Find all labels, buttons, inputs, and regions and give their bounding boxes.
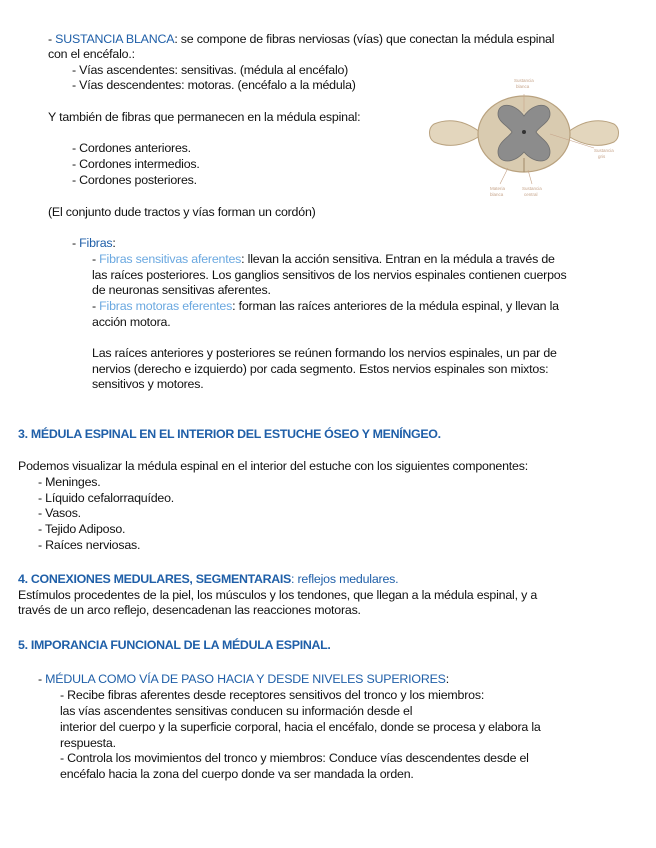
text-line: con el encéfalo.: xyxy=(48,47,135,61)
section-heading-5: 5. IMPORANCIA FUNCIONAL DE LA MÉDULA ESPINAL. xyxy=(18,638,331,652)
efferent-line: - Fibras motoras eferentes: forman las raíces anteriores de la médula espinal, y llevan la xyxy=(92,299,559,313)
list-item: - Tejido Adiposo. xyxy=(38,522,126,536)
label-bottom-right: Sustancia xyxy=(522,186,542,191)
label-bottom-right-2: central xyxy=(524,192,538,197)
list-item: - Vías ascendentes: sensitivas. (médula al encéfalo) xyxy=(72,63,349,77)
afferent-line: - Fibras sensitivas aferentes: llevan la acción sensitiva. Entran en la médula a través de xyxy=(92,252,555,266)
text-line: - Controla los movimientos del tronco y miembros: Conduce vías descendentes desde el xyxy=(60,751,529,765)
list-item: - Cordones anteriores. xyxy=(72,141,191,155)
fibers-heading: - Fibras: xyxy=(72,236,116,250)
list-item: - Raíces nerviosas. xyxy=(38,538,141,552)
efferent-term: Fibras motoras eferentes xyxy=(99,299,233,313)
text-line: interior del cuerpo y la superficie corporal, hacia el encéfalo, donde se procesa y elabora la xyxy=(60,720,541,734)
label-bottom-left: Materia xyxy=(490,186,506,191)
spinal-cord-illustration xyxy=(428,72,620,202)
label-right-2: gris xyxy=(598,154,606,159)
text-line: nervios (derecho e izquierdo) por cada segmento. Estos nervios espinales son mixtos: xyxy=(92,362,549,376)
section-heading-4: 4. CONEXIONES MEDULARES, SEGMENTARAIS: reflejos medulares. xyxy=(18,572,399,586)
list-item: - Cordones posteriores. xyxy=(72,173,197,187)
text-line: las raíces posteriores. Los ganglios sensitivos de los nervios espinales contienen cuerpos xyxy=(92,268,567,282)
text-line: sensitivos y motores. xyxy=(92,377,204,391)
afferent-term: Fibras sensitivas aferentes xyxy=(99,252,242,266)
white-matter-term: SUSTANCIA BLANCA xyxy=(55,32,175,46)
text-line: Estímulos procedentes de la piel, los músculos y los tendones, que llegan a la médula espinal, y a xyxy=(18,588,538,602)
pathway-heading: - MÉDULA COMO VÍA DE PASO HACIA Y DESDE NIVELES SUPERIORES: xyxy=(38,672,449,686)
white-matter-line: - SUSTANCIA BLANCA: se compone de fibras nerviosas (vías) que conectan la médula espinal xyxy=(48,32,555,46)
text-line: de neuronas sensitivas aferentes. xyxy=(92,283,271,297)
list-item: - Meninges. xyxy=(38,475,101,489)
list-item: - Cordones intermedios. xyxy=(72,157,200,171)
list-item: - Líquido cefalorraquídeo. xyxy=(38,491,175,505)
text-line: las vías ascendentes sensitivas conducen su información desde el xyxy=(60,704,413,718)
text-line: (El conjunto dude tractos y vías forman un cordón) xyxy=(48,205,316,219)
text-line: Las raíces anteriores y posteriores se reúnen formando los nervios espinales, un par de xyxy=(92,346,557,360)
text-line: Y también de fibras que permanecen en la médula espinal: xyxy=(48,110,361,124)
label-right: Sustancia xyxy=(594,148,614,153)
text-line: - Recibe fibras aferentes desde receptores sensitivos del tronco y los miembros: xyxy=(60,688,485,702)
text-line: encéfalo hacia la zona del cuerpo donde va ser mandada la orden. xyxy=(60,767,414,781)
text-line: acción motora. xyxy=(92,315,171,329)
label-top-2: blanca xyxy=(516,84,530,89)
text-line: respuesta. xyxy=(60,736,116,750)
text-line: Podemos visualizar la médula espinal en el interior del estuche con los siguientes componentes: xyxy=(18,459,528,473)
list-item: - Vasos. xyxy=(38,506,81,520)
section-heading-3: 3. MÉDULA ESPINAL EN EL INTERIOR DEL ESTUCHE ÓSEO Y MENÍNGEO. xyxy=(18,427,441,441)
label-top: Sustancia xyxy=(514,78,534,83)
list-item: - Vías descendentes: motoras. (encéfalo a la médula) xyxy=(72,78,356,92)
text-line: través de un arco reflejo, desencadenan las reacciones motoras. xyxy=(18,603,361,617)
label-bottom-left-2: blanca xyxy=(490,192,504,197)
